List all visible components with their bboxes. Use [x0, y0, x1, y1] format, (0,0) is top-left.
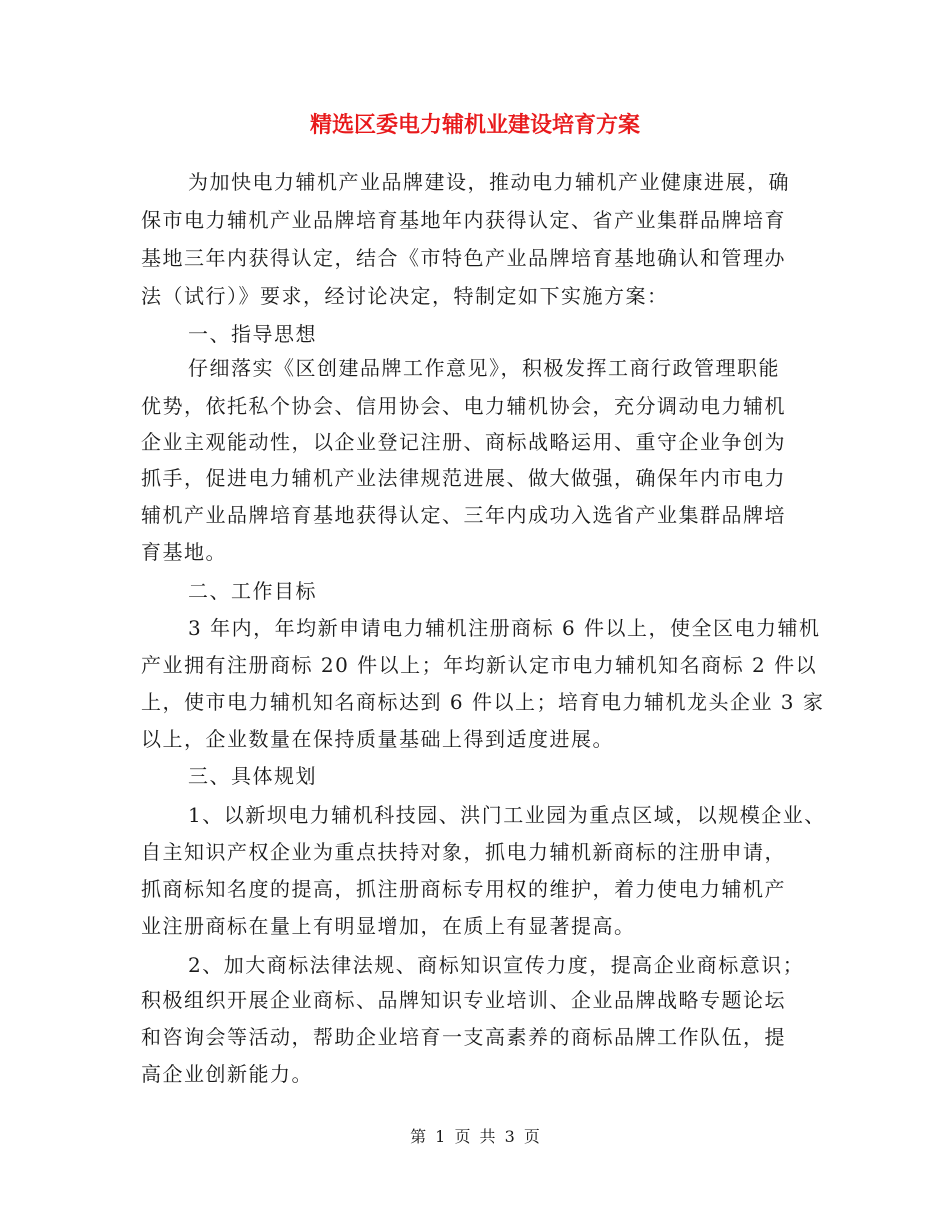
- body-line: 辅机产业品牌培育基地获得认定、三年内成功入选省产业集群品牌培: [141, 503, 786, 527]
- body-line: 积极组织开展企业商标、品牌知识专业培训、企业品牌战略专题论坛: [141, 988, 786, 1012]
- document-title: 精选区委电力辅机业建设培育方案: [309, 113, 640, 138]
- body-line: 高企业创新能力。: [141, 1062, 313, 1086]
- section-heading: 一、指导思想: [188, 322, 317, 346]
- body-line: 为加快电力辅机产业品牌建设，推动电力辅机产业健康进展，确: [188, 170, 790, 194]
- body-line: 2、加大商标法律法规、商标知识宣传力度，提高企业商标意识；: [188, 953, 805, 977]
- body-line: 1、以新坝电力辅机科技园、洪门工业园为重点区域，以规模企业、: [188, 803, 826, 827]
- body-line: 业注册商标在量上有明显增加，在质上有显著提高。: [141, 914, 636, 938]
- body-line: 3 年内，年均新申请电力辅机注册商标 6 件以上，使全区电力辅机: [188, 616, 821, 640]
- body-line: 基地三年内获得认定，结合《市特色产业品牌培育基地确认和管理办: [141, 246, 786, 270]
- body-line: 仔细落实《区创建品牌工作意见》，积极发挥工商行政管理职能: [188, 356, 780, 380]
- body-line: 和咨询会等活动，帮助企业培育一支高素养的商标品牌工作队伍，提: [141, 1025, 786, 1049]
- body-line: 产业拥有注册商标 20 件以上；年均新认定市电力辅机知名商标 2 件以: [141, 653, 818, 677]
- body-line: 法（试行）》要求，经讨论决定，特制定如下实施方案：: [141, 284, 669, 308]
- page-number: 第 1 页 共 3 页: [410, 1127, 540, 1146]
- body-line: 抓商标知名度的提高，抓注册商标专用权的维护，着力使电力辅机产: [141, 877, 786, 901]
- section-heading: 三、具体规划: [188, 764, 317, 788]
- body-line: 上，使市电力辅机知名商标达到 6 件以上；培育电力辅机龙头企业 3 家: [141, 690, 825, 714]
- body-line: 保市电力辅机产业品牌培育基地年内获得认定、省产业集群品牌培育: [141, 208, 786, 232]
- body-line: 育基地。: [141, 540, 227, 564]
- body-line: 优势，依托私个协会、信用协会、电力辅机协会，充分调动电力辅机: [141, 394, 786, 418]
- body-line: 以上，企业数量在保持质量基础上得到适度进展。: [141, 727, 614, 751]
- body-line: 抓手，促进电力辅机产业法律规范进展、做大做强，确保年内市电力: [141, 466, 786, 490]
- section-heading: 二、工作目标: [188, 579, 317, 603]
- body-line: 自主知识产权企业为重点扶持对象，抓电力辅机新商标的注册申请，: [141, 840, 786, 864]
- body-line: 企业主观能动性，以企业登记注册、商标战略运用、重守企业争创为: [141, 430, 786, 454]
